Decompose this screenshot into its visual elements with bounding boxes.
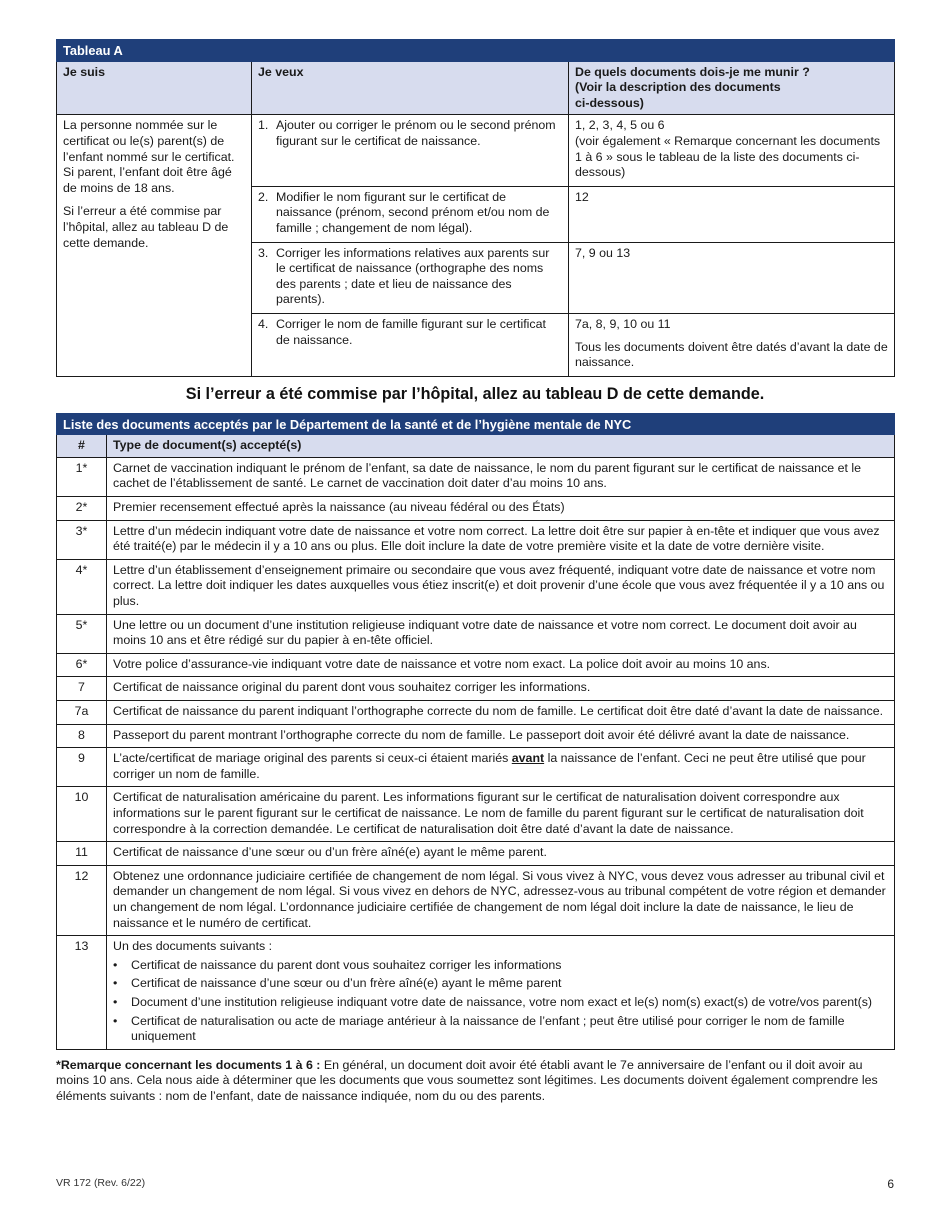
document-page (56, 39, 894, 1104)
want-cell (252, 186, 569, 242)
table-row (57, 787, 895, 842)
doc-number: 8 (57, 724, 107, 748)
iam-text: La personne nommée sur le certificat ou le(s) parent(s) de l’enfant nommé sur le certificat. Si parent, l’enfant doit être âgé de moins de 18 ans. (63, 118, 235, 195)
list-item (113, 958, 888, 974)
want-cell (252, 115, 569, 186)
form-id: VR 172 (Rev. 6/22) (56, 1177, 146, 1189)
header-document-type: Type de document(s) accepté(s) (107, 435, 895, 458)
doc-number: 9 (57, 748, 107, 787)
header-documents: De quels documents dois-je me munir ? (Voir la description des documents ci-dessous) (569, 61, 895, 115)
list-item-text: Certificat de naissance du parent dont vous souhaitez corriger les informations (131, 957, 562, 972)
list-item (113, 995, 888, 1011)
doc-text: Carnet de vaccination indiquant le prénom de l’enfant, sa date de naissance, le nom du parent figurant sur le certificat de naissance et le cachet de l’établissement de santé. Le carnet de vaccination doit dater d’au moins 10 ans. (107, 457, 895, 496)
list-item-text: Certificat de naturalisation ou acte de mariage antérieur à la naissance de l’enfant ; peut être utilisé pour corriger le nom de famille uniquement (131, 1013, 845, 1044)
table-a (56, 39, 895, 377)
doc-text: Certificat de naturalisation américaine du parent. Les informations figurant sur le certificat de naturalisation doivent correspondre aux informations sur le parent figurant sur le certificat de naissance. Le nom de famille du parent figurant sur le certificat de naturalisation doit correspondre à la correction demandée. Le certificat de naturalisation doit être daté d’avant la date de naissance. (107, 787, 895, 842)
doc-number: 13 (57, 936, 107, 1050)
table-row (57, 842, 895, 866)
bullet-icon: • (113, 957, 118, 972)
doc-text-end: la naissance de l’enfant. Ceci ne peut être utilisé que pour corriger un nom de famille. (113, 751, 866, 781)
remark-heading: *Remarque concernant les documents 1 à 6 : (56, 1057, 321, 1072)
doc-number: 12 (57, 865, 107, 935)
header-number: # (57, 435, 107, 458)
header-je-veux: Je veux (252, 61, 569, 115)
table-row (57, 457, 895, 496)
list-item-text: Certificat de naissance d’une sœur ou d’un frère aîné(e) ayant le même parent (131, 976, 562, 991)
list-item (113, 976, 888, 992)
doc-number: 3* (57, 520, 107, 559)
iam-cell (57, 115, 252, 376)
want-text: Corriger le nom de famille figurant sur le certificat de naissance. (276, 316, 546, 347)
want-text: Modifier le nom figurant sur le certificat de naissance (prénom, second prénom et/ou nom de famille ; changement de nom légal). (276, 189, 550, 235)
docs-cell: 7, 9 ou 13 (569, 242, 895, 313)
doc-text: Certificat de naissance du parent indiquant l’orthographe correcte du nom de famille. Le certificat doit être daté d’avant la date de naissance. (107, 701, 895, 725)
want-cell (252, 242, 569, 313)
page-footer (56, 1177, 894, 1189)
list-item-text: Document d’une institution religieuse indiquant votre date de naissance, votre nom exact et le(s) nom(s) exact(s) de votre/vos parent(s) (131, 994, 873, 1009)
remark-text: En général, un document doit avoir été établi avant le 7e anniversaire de l’enfant ou il doit avoir au moins 10 ans. Cela nous aide à déterminer que les documents que vous soumettez sont légitimes. Les documents doivent également comprendre les éléments suivants : nom de l’enfant, date de naissance indiquée, nom du ou des parents. (56, 1057, 878, 1103)
doc-text: Une lettre ou un document d’une institution religieuse indiquant votre date de naissance et votre nom correct. Le document doit avoir au moins 10 ans et être rédigé sur du papier à en-tête officiel. (107, 614, 895, 653)
doc-text: Lettre d’un établissement d’enseignement primaire ou secondaire que vous avez fréquenté, indiquant votre date de naissance et votre nom correct. La lettre doit indiquer les dates auxquelles vous étiez inscrit(e) et doit provenir d’une école que vous avez fréquentée il y a 10 ans ou plus. (107, 559, 895, 614)
bullet-icon: • (113, 976, 118, 991)
doc-number: 10 (57, 787, 107, 842)
table-row (57, 520, 895, 559)
table-documents-title: Liste des documents acceptés par le Département de la santé et de l’hygiène mentale de NYC (57, 413, 895, 435)
doc-intro: Un des documents suivants : (113, 939, 273, 954)
want-text: Corriger les informations relatives aux parents sur le certificat de naissance (orthographe des noms des parents ; date et lieu de naissance des parents). (276, 245, 550, 307)
want-text: Ajouter ou corriger le prénom ou le second prénom figurant sur le certificat de naissance. (276, 118, 556, 148)
doc-text-start: L’acte/certificat de mariage original des parents si ceux-ci étaient mariés (113, 751, 512, 766)
table-row (57, 559, 895, 614)
table-row (57, 701, 895, 725)
table-row (57, 653, 895, 677)
doc-number: 7 (57, 677, 107, 701)
row-number: 2. (258, 189, 269, 204)
docs-note: Tous les documents doivent être datés d’avant la date de naissance. (575, 339, 888, 370)
iam-hospital-note: Si l’erreur a été commise par l’hôpital, allez au tableau D de cette demande. (63, 204, 229, 250)
header-je-suis: Je suis (57, 61, 252, 115)
row-number: 1. (258, 118, 269, 133)
table-row (57, 724, 895, 748)
doc-number: 5* (57, 614, 107, 653)
bullet-icon: • (113, 994, 118, 1009)
list-item (113, 1014, 888, 1045)
doc-text: Lettre d’un médecin indiquant votre date de naissance et votre nom correct. La lettre doit être sur papier à en-tête et indiquer que vous avez été traité(e) par le médecin il y a 10 ans ou plus. Elle doit inclure la date de votre première visite et la date de votre dernière visite. (107, 520, 895, 559)
doc-number: 4* (57, 559, 107, 614)
table-row (57, 677, 895, 701)
row-number: 4. (258, 316, 269, 331)
table-documents (56, 413, 895, 1050)
doc-number: 2* (57, 497, 107, 521)
doc-text: Passeport du parent montrant l’orthographe correcte du nom de famille. Le passeport doit avoir été délivré avant la date de naissance. (107, 724, 895, 748)
doc-number: 7a (57, 701, 107, 725)
doc-number: 6* (57, 653, 107, 677)
table-row (57, 497, 895, 521)
bullet-icon: • (113, 1013, 118, 1028)
docs-cell: 12 (569, 186, 895, 242)
remark-note (56, 1058, 894, 1105)
docs-list: 7a, 8, 9, 10 ou 11 (575, 316, 671, 331)
row-number: 3. (258, 245, 269, 260)
doc-number: 1* (57, 457, 107, 496)
want-cell (252, 313, 569, 376)
table-row (57, 936, 895, 1050)
doc-text: Certificat de naissance d’une sœur ou d’un frère aîné(e) ayant le même parent. (107, 842, 895, 866)
doc-text: Votre police d’assurance-vie indiquant votre date de naissance et votre nom exact. La police doit avoir au moins 10 ans. (107, 653, 895, 677)
doc-text (107, 936, 895, 1050)
doc-text: Obtenez une ordonnance judiciaire certifiée de changement de nom légal. Si vous vivez à NYC, vous devez vous adresser au tribunal civil et demander un changement de nom légal. Si vous vivez en dehors de NYC, adressez-vous au tribunal compétent de votre région et demander un changement de nom légal. L’ordonnance judiciaire certifiée de changement de nom légal doit inclure la date de naissance, le lieu de naissance et le numéro de certificat. (107, 865, 895, 935)
docs-cell (569, 313, 895, 376)
table-row (57, 614, 895, 653)
table-a-title: Tableau A (57, 40, 895, 62)
table-row (57, 865, 895, 935)
doc-text: Certificat de naissance original du parent dont vous souhaitez corriger les informations. (107, 677, 895, 701)
hospital-banner: Si l’erreur a été commise par l’hôpital, allez au tableau D de cette demande. (185, 385, 765, 404)
doc-number: 11 (57, 842, 107, 866)
table-row (57, 748, 895, 787)
doc-text (107, 748, 895, 787)
doc-text: Premier recensement effectué après la naissance (au niveau fédéral ou des États) (107, 497, 895, 521)
page-number: 6 (887, 1177, 894, 1191)
emphasis-avant: avant (511, 751, 545, 766)
docs-cell: 1, 2, 3, 4, 5 ou 6 (voir également « Remarque concernant les documents 1 à 6 » sous le tableau de la liste des documents ci-dessous) (569, 115, 895, 186)
